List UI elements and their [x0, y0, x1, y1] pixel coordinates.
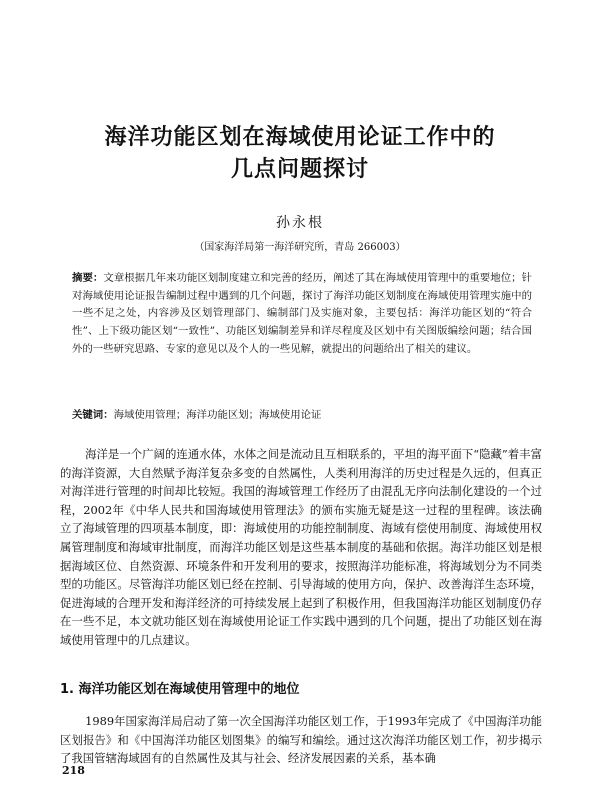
keywords-label: 关键词： [72, 409, 114, 421]
paper-title-line-1: 海洋功能区划在海域使用论证工作中的 [104, 125, 496, 150]
intro-paragraph: 海洋是一个广阔的连通水体，水体之间是流动且互相联系的，平坦的海平面下“隐藏”着丰富的海洋资源，大自然赋予海洋复杂多变的自然属性，人类利用海洋的历史过程是久远的，但真正对海洋进行管理的时间却比较短。我国的海域管理工作经历了由混乱无序向法制化建设的一个过程，2002年《中华人民共和国海域使用管理法》的颁布实施无疑是这一过程的里程碑。该法确立了海域管理的四项基本制度，即：海域使用的功能控制制度、海域有偿使用制度、海域使用权属管理制度和海域审批制度，而海洋功能区划是这些基本制度的基础和依据。海洋功能区划是根据海域区位、自然资源、环境条件和开发利用的要求，按照海洋功能标准，将海域划分为不同类型的功能区。尽管海洋功能区划已经在控制、引导海域的使用方向，保护、改善海洋生态环境，促进海域的合理开发和海洋经济的可持续发展上起到了积极作用，但我国海洋功能区划制度仍存在一些不足，本文就功能区划在海域使用论证工作实践中遇到的几个问题，提出了功能区划在海域使用管理中的几点建议。 [60, 447, 542, 647]
paper-title-line-2: 几点问题探讨 [230, 157, 369, 182]
section-1-heading: 1. 海洋功能区划在海域使用管理中的地位 [60, 682, 300, 697]
abstract-text: 文章根据几年来功能区划制度建立和完善的经历，阐述了其在海域使用管理中的重要地位；针对海域使用论证报告编制过程中遇到的几个问题，探讨了海洋功能区划制度在海域使用管理实施中的一些不足之处，内容涉及区划管理部门、编制部门及实施对象，主要包括：海洋功能区划的“符合性”、上下级功能区划“一致性”、功能区划编制差异和详尽程度及区划中有关图版编绘问题；结合国外的一些研究思路、专家的意见以及个人的一些见解，就提出的问题给出了相关的建议。 [72, 272, 533, 355]
author-name: 孙永根 [276, 215, 324, 231]
keywords-text: 海域使用管理；海洋功能区划；海域使用论证 [113, 409, 322, 421]
author-affiliation: （国家海洋局第一海洋研究所，青岛 266003） [194, 242, 406, 253]
abstract-label: 摘要： [72, 272, 104, 284]
keywords [72, 407, 532, 423]
abstract [72, 270, 532, 359]
section-1-paragraph: 1989年国家海洋局启动了第一次全国海洋功能区划工作，于1993年完成了《中国海洋功能区划报告》和《中国海洋功能区划图集》的编写和编绘。通过这次海洋功能区划工作，初步揭示了我国管辖海域固有的自然属性及其与社会、经济发展因素的关系，基本确 [60, 714, 542, 766]
page-number: 218 [62, 764, 85, 777]
